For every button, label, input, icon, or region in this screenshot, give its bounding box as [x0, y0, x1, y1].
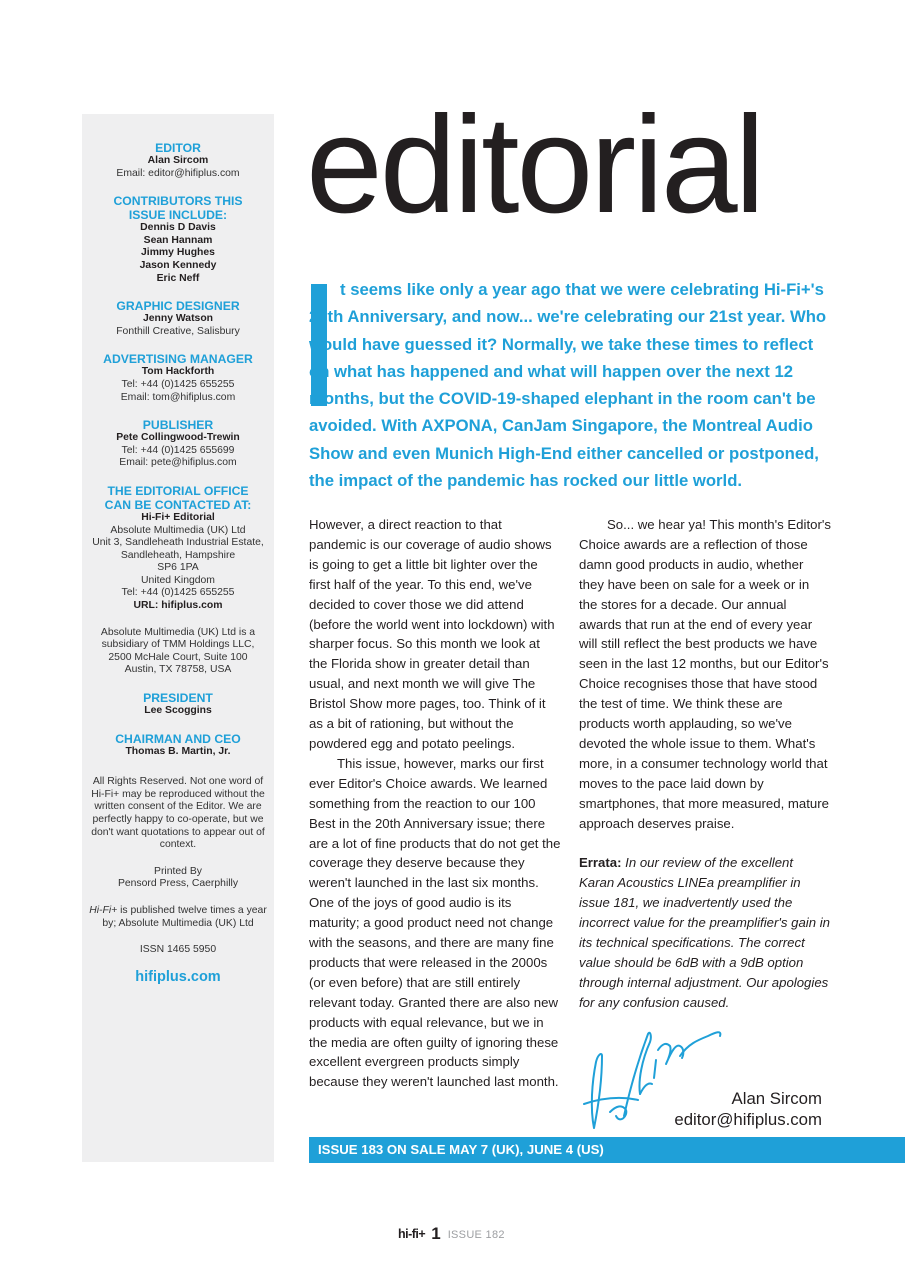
president-name: Lee Scoggins: [144, 705, 212, 717]
chairman-name: Thomas B. Martin, Jr.: [125, 745, 231, 757]
publishing-text: is published twelve times a year by; Absolute Multimedia (UK) Ltd: [102, 904, 267, 929]
contributor-name: Sean Hannam: [143, 234, 213, 246]
designer-section: [82, 299, 274, 338]
advertising-tel: Tel: +44 (0)1425 655255: [121, 378, 235, 390]
next-issue-banner: ISSUE 183 ON SALE MAY 7 (UK), JUNE 4 (US): [309, 1137, 905, 1163]
page-number: 1: [431, 1224, 441, 1243]
issn: ISSN 1465 5950: [139, 944, 217, 956]
contributor-name: Jason Kennedy: [139, 259, 217, 271]
hifi-logo: hi-fi+: [398, 1227, 426, 1241]
errata-note: [579, 853, 831, 1012]
printer-name: Pensord Press, Caerphilly: [117, 878, 239, 890]
contributor-name: Dennis D Davis: [140, 222, 216, 234]
signature-block: [600, 1088, 822, 1130]
section-heading: PUBLISHER: [142, 418, 214, 433]
magazine-title: Hi-Fi+: [89, 904, 118, 916]
advertising-email: Email: tom@hifiplus.com: [120, 391, 236, 403]
advertising-name: Tom Hackforth: [141, 366, 215, 378]
office-url: URL: hifiplus.com: [133, 600, 223, 612]
office-tel: Tel: +44 (0)1425 655255: [121, 587, 235, 599]
president-section: [82, 691, 274, 718]
drop-cap-letter: I: [311, 284, 312, 285]
issue-label: ISSUE 182: [447, 1229, 505, 1241]
contributor-name: Eric Neff: [156, 272, 200, 284]
intro-text: t seems like only a year ago that we were celebrating Hi-Fi+'s 20th Anniversary, and now... we're celebrating our 21st year. Who would have guessed it? Normally, we take these times to reflect on what has happened and what will happen over the next 12 months, but the COVID-19-shaped elephant in the room can't be avoided. With AXPONA, CanJam Singapore, the Montreal Audio Show and even Munich High-End either cancelled or postponed, the impact of the pandemic has rocked our little world.: [309, 280, 827, 491]
body-paragraph: So... we hear ya! This month's Editor's Choice awards are a reflection of those damn good products in audio, whether they have been on sale for a week or in the stores for a decade. Our annual awards that run at the end of every year will still reflect the best products we have seen in the last 12 months, but our Editor's Choice recognises those that have stood the test of time. We think these are products worth applauding, so we've devoted the whole issue to them. What's more, in a consumer technology world that moves to the pace laid down by smartphones, that more measured, mature approach deserves praise.: [579, 517, 831, 831]
office-address-line: United Kingdom: [141, 574, 215, 586]
intro-standfirst: [309, 276, 829, 494]
editor-email: Email: editor@hifiplus.com: [116, 167, 240, 179]
office-address-line: Absolute Multimedia (UK) Ltd: [110, 524, 246, 536]
contributors-section: [82, 194, 274, 285]
office-address-line: SP6 1PA: [157, 562, 199, 574]
subsidiary-note: Absolute Multimedia (UK) Ltd is a subsidiary of TMM Holdings LLC, 2500 McHale Court, Suite 100 Austin, TX 78758, USA: [100, 626, 256, 676]
rights-notice: All Rights Reserved. Not one word of Hi-Fi+ may be reproduced without the written consent of the Editor. We are perfectly happy to co-operate, but we don't want quotations to appear out of context.: [91, 776, 265, 851]
publisher-email: Email: pete@hifiplus.com: [119, 457, 237, 469]
section-heading: CHAIRMAN AND CEO: [115, 731, 241, 746]
section-heading: ADVERTISING MANAGER: [103, 352, 253, 367]
body-column-left: [309, 515, 561, 1092]
errata-text: In our review of the excellent Karan Acoustics LINEa preamplifier in issue 181, we inadvertently used the incorrect value for the preamplifier's gain in its technical specifications. The correct value should be 6dB with a 9dB option through internal adjustment. Our apologies for any confusion caused.: [579, 855, 831, 1010]
editor-name: Alan Sircom: [147, 155, 209, 166]
designer-name: Jenny Watson: [142, 313, 214, 325]
page-title: editorial: [306, 88, 763, 242]
contributor-name: Jimmy Hughes: [141, 247, 215, 259]
signature-email[interactable]: editor@hifiplus.com: [674, 1110, 822, 1129]
body-column-right: [579, 515, 831, 1013]
website-link[interactable]: hifiplus.com: [135, 968, 221, 985]
errata-label: Errata:: [579, 855, 622, 871]
signature-name: Alan Sircom: [731, 1089, 822, 1108]
body-paragraph: However, a direct reaction to that pandemic is our coverage of audio shows is going to get a little bit lighter over the first half of the year. To this end, we've decided to cover those we did attend (before the world went into lockdown) with sharper focus. So this month we look at the Florida show in greater detail than usual, and next month we will give The Bristol Show more pages, too. Think of it as a bit of rationing, but without the powdered egg and potato peelings.: [309, 517, 555, 751]
section-heading: GRAPHIC DESIGNER: [116, 299, 240, 314]
publisher-tel: Tel: +44 (0)1425 655699: [121, 444, 235, 456]
page-footer: [398, 1224, 505, 1245]
section-heading: CONTRIBUTORS THIS ISSUE INCLUDE:: [113, 194, 243, 223]
chairman-section: [82, 732, 274, 759]
publishing-note: [88, 905, 268, 930]
printer-info: [88, 866, 268, 891]
editor-section: [82, 141, 274, 180]
office-address-line: Sandleheath, Hampshire: [120, 549, 236, 561]
office-section: [82, 484, 274, 613]
advertising-section: [82, 352, 274, 404]
body-paragraph: This issue, however, marks our first ever Editor's Choice awards. We learned something from the reaction to our 100 Best in the 20th Anniversary issue; there are a lot of fine products that do not get the coverage they deserve because they weren't launched in the last six months. One of the joys of good audio is its maturity; a good product need not change with the seasons, and there are many fine products that were released in the 2000s (or even before) that are still entirely relevant today. Granted there are also new products with equal relevance, but we in the media are often guilty of ignoring these excellent evergreen products simply because they weren't launched last month.: [309, 755, 561, 1090]
masthead-sidebar: [82, 114, 274, 1162]
section-heading: PRESIDENT: [143, 691, 213, 706]
section-heading: THE EDITORIAL OFFICE CAN BE CONTACTED AT:: [104, 483, 252, 512]
publisher-section: [82, 418, 274, 470]
office-name: Hi-Fi+ Editorial: [141, 511, 215, 523]
office-address-line: Unit 3, Sandleheath Industrial Estate,: [92, 537, 264, 549]
printer-label: Printed By: [154, 865, 202, 877]
publisher-name: Pete Collingwood-Trewin: [116, 432, 240, 444]
section-heading: EDITOR: [155, 141, 201, 155]
designer-company: Fonthill Creative, Salisbury: [116, 325, 240, 337]
